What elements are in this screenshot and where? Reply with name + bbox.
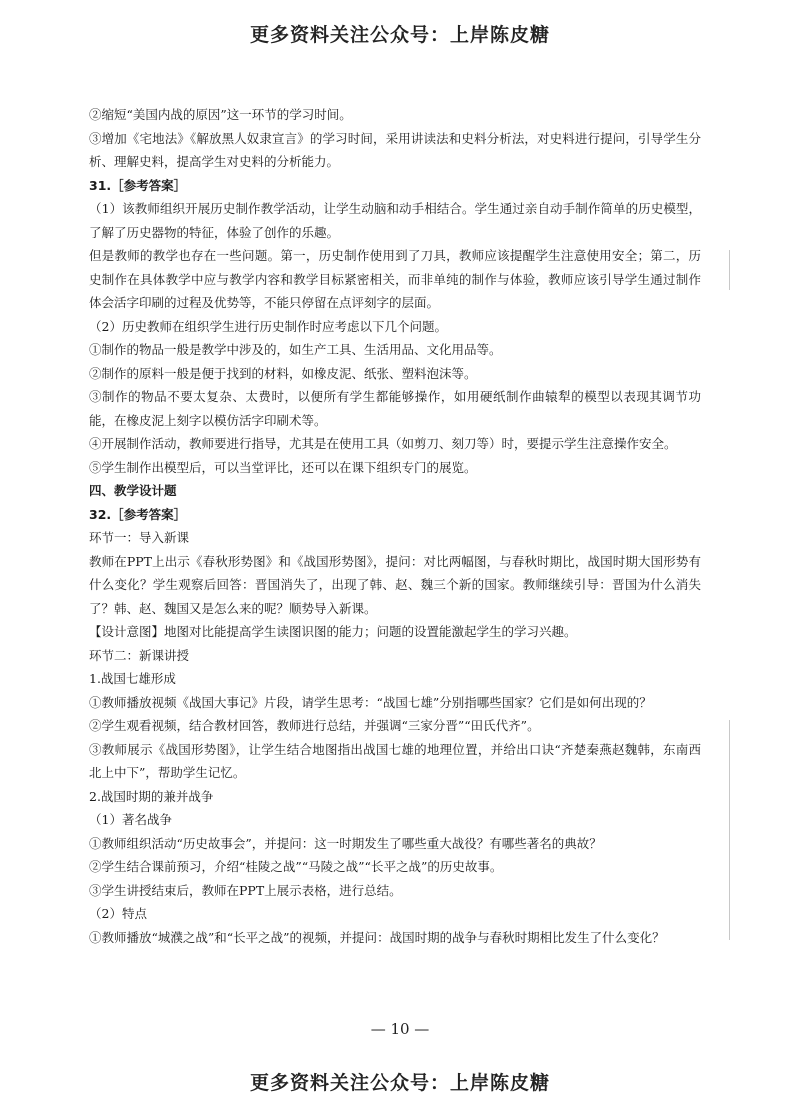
paragraph: ②学生观看视频，结合教材回答，教师进行总结，并强调“三家分晋”“田氏代齐”。 xyxy=(89,718,540,733)
paragraph: ①教师组织活动“历史故事会”，并提问：这一时期发生了哪些重大战役？有哪些著名的典故？ xyxy=(89,835,602,851)
header-banner: 更多资料关注公众号：上岸陈皮糖 xyxy=(249,24,550,46)
paragraph: ①教师播放视频《战国大事记》片段，请学生思考：“战国七雄”分别指哪些国家？它们是如何出现的？ xyxy=(89,694,652,710)
paragraph: （1）著名战争 xyxy=(89,812,172,827)
paragraph: （2）历史教师在组织学生进行历史制作时应考虑以下几个问题。 xyxy=(89,318,447,334)
paragraph: ②学生结合课前预习，介绍“桂陵之战”“马陵之战”“长平之战”的历史故事。 xyxy=(89,859,503,874)
paragraph: ③增加《宅地法》《解放黑人奴隶宣言》的学习时间，采用讲读法和史料分析法，对史料进行提问，引导学生分析、理解史料，提高学生对史料的分析能力。 xyxy=(89,130,701,169)
paragraph: （1）该教师组织开展历史制作教学活动，让学生动脑和动手相结合。学生通过亲自动手制作简单的历史模型，了解了历史器物的特征，体验了创作的乐趣。 xyxy=(89,201,701,240)
paragraph: 1.战国七雄形成 xyxy=(89,671,176,686)
paragraph: ⑤学生制作出模型后，可以当堂评比，还可以在课下组织专门的展览。 xyxy=(89,459,477,475)
paragraph: ②缩短“美国内战的原因”这一环节的学习时间。 xyxy=(89,107,352,122)
footer-banner: 更多资料关注公众号：上岸陈皮糖 xyxy=(249,1072,550,1094)
scan-artifact xyxy=(729,720,730,940)
paragraph: ③制作的物品不要太复杂、太费时，以便所有学生都能够操作，如用硬纸制作曲辕犁的模型以表现其调节功能，在橡皮泥上刻字以模仿活字印刷术等。 xyxy=(89,389,701,428)
paragraph: 教师在PPT上出示《春秋形势图》和《战国形势图》，提问：对比两幅图，与春秋时期比，战国时期大国形势有什么变化？学生观察后回答：晋国消失了，出现了韩、赵、魏三个新的国家。教师继续引导：晋国为什么消失了？韩、赵、魏国又是怎么来的呢？顺势导入新课。 xyxy=(89,553,701,616)
paragraph: ①教师播放“城濮之战”和“长平之战”的视频，并提问：战国时期的战争与春秋时期相比发生了什么变化？ xyxy=(89,929,665,945)
answer-heading-31: 31.［参考答案］ xyxy=(89,177,187,193)
paragraph: 【设计意图】地图对比能提高学生读图识图的能力；问题的设置能激起学生的学习兴趣。 xyxy=(89,624,577,639)
paragraph: ③学生讲授结束后，教师在PPT上展示表格，进行总结。 xyxy=(89,882,402,898)
paragraph: 2.战国时期的兼并战争 xyxy=(89,788,214,804)
document-body xyxy=(89,103,701,949)
paragraph: ③教师展示《战国形势图》，让学生结合地图指出战国七雄的地理位置，并给出口诀“齐楚秦燕赵魏韩，东南西北上中下”，帮助学生记忆。 xyxy=(89,741,701,780)
paragraph: 环节一：导入新课 xyxy=(89,530,190,545)
paragraph: ①制作的物品一般是教学中涉及的，如生产工具、生活用品、文化用品等。 xyxy=(89,342,502,357)
paragraph: 环节二：新课讲授 xyxy=(89,647,190,663)
page-number: — 10 — xyxy=(370,1020,430,1038)
paragraph: （2）特点 xyxy=(89,906,147,921)
paragraph: 但是教师的教学也存在一些问题。第一，历史制作使用到了刀具，教师应该提醒学生注意使用安全；第二，历史制作在具体教学中应与教学内容和教学目标紧密相关，而非单纯的制作与体验，教师应该引导学生通过制作体会活字印刷的过程及优势等，不能只停留在点评刻字的层面。 xyxy=(89,248,701,310)
scan-artifact xyxy=(729,250,730,290)
section-heading: 四、教学设计题 xyxy=(89,483,177,498)
paragraph: ④开展制作活动，教师要进行指导，尤其是在使用工具（如剪刀、刻刀等）时，要提示学生注意操作安全。 xyxy=(89,436,677,451)
answer-heading-32: 32.［参考答案］ xyxy=(89,506,187,522)
paragraph: ②制作的原料一般是便于找到的材料，如橡皮泥、纸张、塑料泡沫等。 xyxy=(89,365,477,381)
